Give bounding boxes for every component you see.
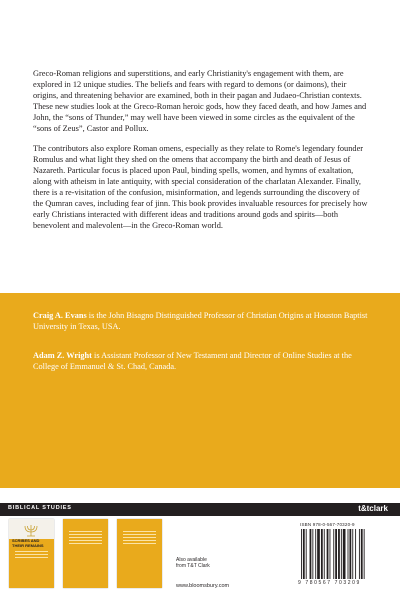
barcode-stripe	[303, 529, 305, 579]
author-bio-panel	[0, 293, 400, 488]
barcode-stripe	[310, 529, 312, 579]
barcode-stripe	[359, 529, 360, 579]
barcode-stripe	[333, 529, 334, 579]
barcode-stripe	[361, 529, 363, 579]
barcode-stripe	[364, 529, 365, 579]
thumbnail-title: SCRIBES AND THEIR REMAINS	[12, 538, 44, 548]
barcode-icon	[300, 529, 386, 579]
publisher-website[interactable]: www.bloomsbury.com	[176, 583, 230, 589]
barcode-number: 9 780567 703209	[298, 580, 361, 586]
author-bio-text: is the John Bisagno Distinguished Professor of Christian Origins at Houston Baptist University in Texas, USA.	[33, 311, 368, 331]
author-bio-text: is Assistant Professor of New Testament and Director of Online Studies at the College of Emmanuel & St. Chad, Canada.	[33, 351, 352, 371]
barcode-stripe	[312, 529, 313, 579]
barcode-stripe	[343, 529, 346, 579]
blurb-paragraph-1: Greco-Roman religions and superstitions, and early Christianity's engagement with them, are explored in 12 unique studies. The beliefs and fears with regard to demons (or daimons), their origins, and threatening behavior are examined, both in their pagan and Judaeo-Christian contexts. These new studies look at the Greco-Roman heroic gods, how they faced death, and how James and John, the “sons of Thunder,” may well have been viewed in some circles as the equivalent of the “sons of Zeus”, Castor and Pollux.	[33, 69, 367, 134]
barcode-stripe	[330, 529, 331, 579]
blurb-paragraph-2: The contributors also explore Roman omens, especially as they relate to Rome's legendary founder Romulus and what light they shed on the omens that accompany the birth and death of Jesus of Nazareth. Particular focus is placed upon Paul, binding spells, women, and hymns of exaltation, along with atheism in late antiquity, with special consideration of the charlatan Alexander. Finally, there is a re-visitation of the confusion, misinformation, and legends surrounding the discovery of the Qumran caves, including fear of jinn. This book provides invaluable resources for precisely how early Christians interacted with different ideas and traditions around gods and spirits—both benevolent and malevolent—in the Greco-Roman world.	[33, 143, 368, 231]
barcode-stripe	[352, 529, 353, 579]
barcode-stripe	[335, 529, 337, 579]
barcode-stripe	[317, 529, 320, 579]
barcode-stripe	[338, 529, 340, 579]
related-book-thumbnail[interactable]	[9, 519, 54, 588]
back-cover-blurb	[33, 68, 369, 239]
barcode-stripe	[315, 529, 316, 579]
also-available-note: Also available from T&T Clark	[176, 557, 210, 570]
barcode-stripe	[321, 529, 323, 579]
barcode-stripe	[341, 529, 342, 579]
author-name: Craig A. Evans	[33, 311, 87, 320]
series-label: BIBLICAL STUDIES	[8, 505, 72, 511]
barcode-stripe	[349, 529, 351, 579]
menorah-icon	[21, 523, 41, 537]
barcode-stripe	[355, 529, 356, 579]
isbn-label: ISBN 978-0-567-70320-9	[300, 522, 355, 527]
barcode-stripe	[327, 529, 329, 579]
barcode-stripe	[348, 529, 349, 579]
barcode-stripe	[306, 529, 307, 579]
related-book-thumbnail[interactable]	[117, 519, 162, 588]
author-bio-wright	[33, 350, 369, 372]
barcode-stripe	[301, 529, 302, 579]
barcode-stripe	[324, 529, 325, 579]
author-name: Adam Z. Wright	[33, 351, 92, 360]
publisher-logo: t&tclark	[358, 504, 388, 513]
related-book-thumbnail[interactable]	[63, 519, 108, 588]
author-bio-evans	[33, 310, 369, 332]
